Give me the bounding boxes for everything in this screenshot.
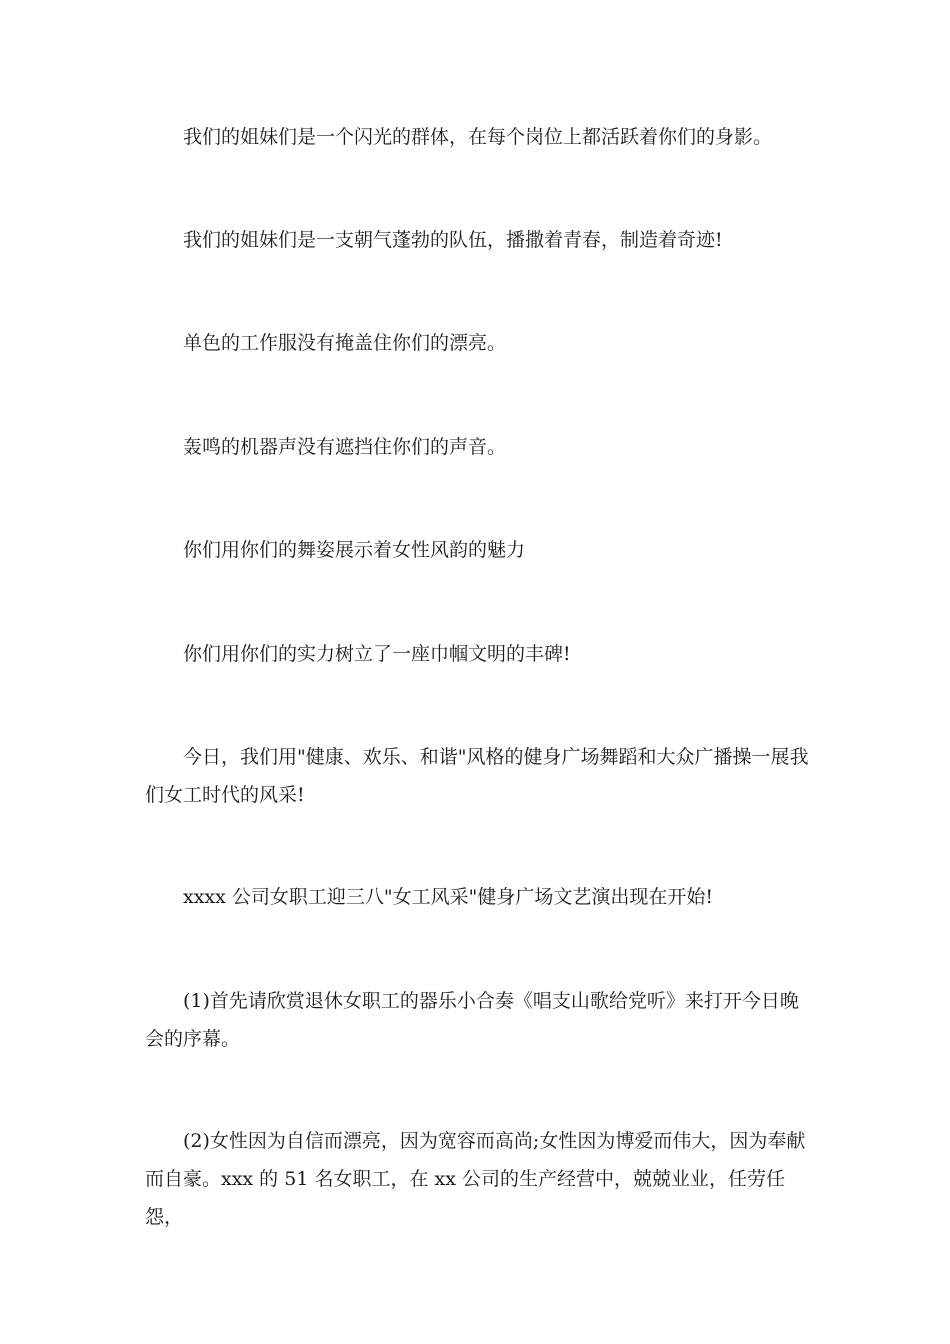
paragraph: 我们的姐妹们是一个闪光的群体，在每个岗位上都活跃着你们的身影。 [183, 126, 773, 148]
paragraph: (2)女性因为自信而漂亮，因为宽容而高尚;女性因为博爱而伟大，因为奉献而自豪。xxx 的 51 名女职工，在 xx 公司的生产经营中，兢兢业业，任劳任怨， [145, 1130, 806, 1228]
paragraph: 今日，我们用"健康、欢乐、和谐"风格的健身广场舞蹈和大众广播操一展我们女工时代的风采! [145, 746, 809, 806]
paragraph: 单色的工作服没有掩盖住你们的漂亮。 [183, 332, 507, 354]
paragraph: 你们用你们的实力树立了一座巾帼文明的丰碑! [183, 643, 571, 665]
paragraph: 轰鸣的机器声没有遮挡住你们的声音。 [183, 436, 507, 458]
paragraph: (1)首先请欣赏退休女职工的器乐小合奏《唱支山歌给党听》来打开今日晚会的序幕。 [145, 990, 799, 1050]
paragraph: 你们用你们的舞姿展示着女性风韵的魅力 [183, 539, 526, 561]
paragraph: xxxx 公司女职工迎三八"女工风采"健身广场文艺演出现在开始! [183, 886, 714, 908]
paragraph: 我们的姐妹们是一支朝气蓬勃的队伍，播撒着青春，制造着奇迹! [183, 229, 723, 251]
